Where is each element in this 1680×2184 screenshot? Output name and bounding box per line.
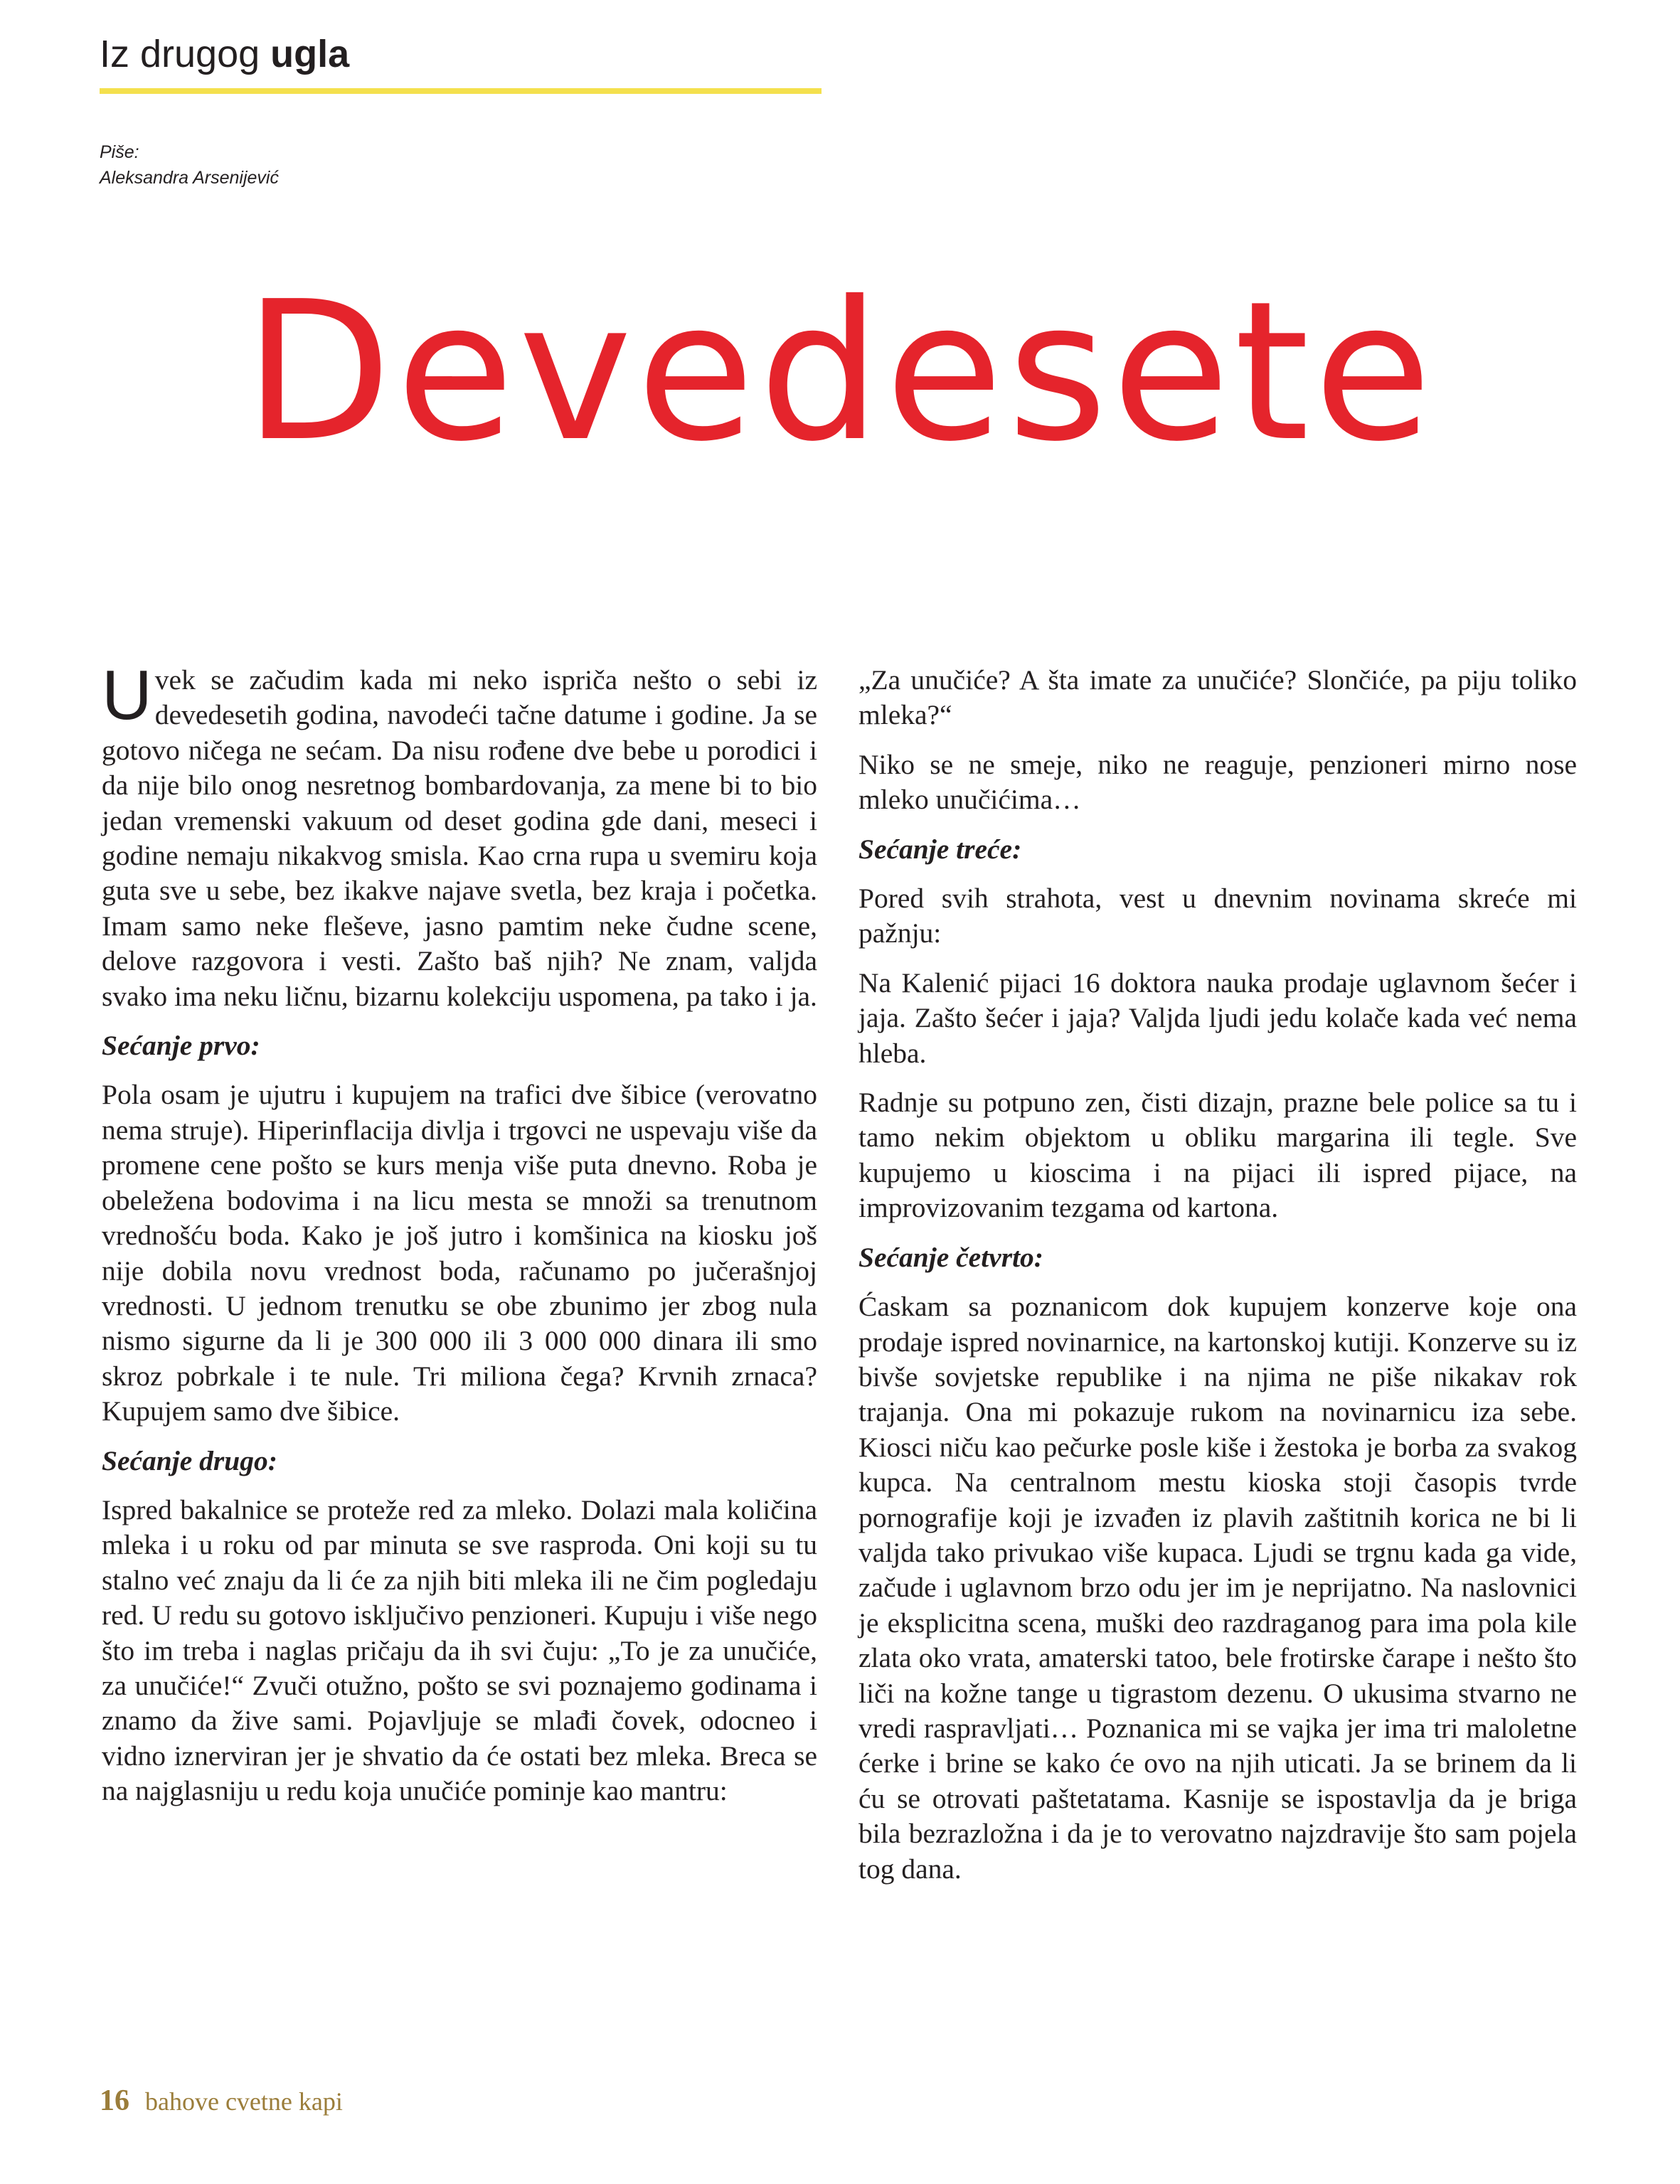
paragraph-radnje: Radnje su potpuno zen, čisti dizajn, prazne bele police sa tu i tamo nekim objektom u obliku margarina ili tegle. Sve kupujemo u kioscima i na pijaci ili ispred pijace, na improvizovanim tezgama od kartona. <box>858 1087 1577 1224</box>
intro-text: vek se začudim kada mi neko ispriča nešto o sebi iz devedesetih godina, navodeći tačne datume i godine. Ja se gotovo ničega ne sećam. Da nisu rođene dve bebe u porodici i da nije bilo onog nesretnog bombardovanja, za mene bi to bio jedan vremenski vakuum od deset godina gde dani, meseci i godine nemaju nikakvog smisla. Kao crna rupa u svemiru koja guta sve u sebe, bez ikakve najave svetla, bez kraja i početka. Imam samo neke fleševe, jasno pamtim neke čudne scene, delove razgovora i vesti. Zašto baš njih? Ne znam, valjda svako ima neku ličnu, bizarnu kolekciju uspomena, pa tako i ja. <box>102 664 817 1012</box>
drop-cap: U <box>102 656 152 734</box>
section-header <box>100 31 822 78</box>
paragraph-quote: „Za unučiće? A šta imate za unučiće? Slončiće, pa piju toliko mleka?“ <box>858 664 1577 731</box>
byline-author: Aleksandra Arsenijević <box>100 168 279 188</box>
left-column <box>102 656 817 1823</box>
section-header-bold: ugla <box>270 33 350 75</box>
publication-name: bahove cvetne kapi <box>145 2087 343 2116</box>
paragraph-vest: Pored svih strahota, vest u dnevnim novinama skreće mi pažnju: <box>858 883 1577 949</box>
paragraph-secanje-prvo: Pola osam je ujutru i kupujem na trafici dve šibice (verovatno nema struje). Hiperinflacija divlja i trgovci ne uspevaju više da promene cene pošto se kurs menja više puta dnevno. Roba je obeležena bodovima i na licu mesta se množi sa trenutnom vrednošću boda. Kako je još jutro i komšinica na kiosku još nije dobila novu vrednost boda, računamo po jučerašnjoj vrednosti. U jednom trenutku se obe zbunimo jer zbog nula nismo sigurne da li je 300 000 ili 3 000 000 dinara ili smo skroz pobrkale i te nule. Tri miliona čega? Krvnih zrnaca? Kupujem samo dve šibice. <box>102 1079 817 1427</box>
byline <box>100 139 279 191</box>
heading-secanje-drugo: Sećanje drugo: <box>102 1444 277 1476</box>
heading-secanje-trece: Sećanje treće: <box>858 833 1022 865</box>
paragraph-secanje-drugo: Ispred bakalnice se proteže red za mleko. Dolazi mala količina mleka i u roku od par minuta se sve rasproda. Oni koji su tu stalno već znaju da li će za njih biti mleka ili ne čim pogledaju red. U redu su gotovo isključivo penzioneri. Kupuju i više nego što im treba i naglas pričaju da ih svi čuju: „To je za unučiće, za unučiće!“ Zvuči otužno, pošto se svi poznajemo godinama i znamo da žive sami. Pojavljuje se mlađi čovek, odocneo i vidno iznerviran jer je shvatio da će ostati bez mleka. Breca se na najglasniju u redu koja unučiće pominje kao mantru: <box>102 1493 817 1807</box>
article-headline: Devedesete <box>243 260 1437 484</box>
page-footer <box>100 2084 343 2118</box>
paragraph-penzioneri: Niko se ne smeje, niko ne reaguje, penzioneri mirno nose mleko unučićima… <box>858 748 1577 816</box>
paragraph-secanje-cetvrto: Ćaskam sa poznanicom dok kupujem konzerve koje ona prodaje ispred novinarnice, na kartonskoj kutiji. Konzerve su iz bivše sovjetske republike i na njima ne piše nikakav rok trajanja. Ona mi pokazuje rukom na novinarnicu iza sebe. Kiosci niču kao pečurke posle kiše i žestoka je borba za svakog kupca. Na centralnom mestu kioska stoji časopis tvrde pornografije koji je izvađen iz plavih zaštitnih korica ne bi li valjda tako privukao više kupaca. Ljudi se trgnu kada ga vide, začude i uglavnom brzo odu jer im je neprijatno. Na naslovnici je eksplicitna scena, muški deo razdraganog para ima pola kile zlata oko vrata, amaterski tatoo, bele frotirske čarape i nešto što liči na kožne tange u tigrastom dezenu. O ukusima stvarno ne vredi raspravljati… Poznanica mi se vajka jer ima tri maloletne ćerke i brine se kako će ovo na njih uticati. Ja se brinem da li ću se otrovati paštetatama. Kasnije se ispostavlja da je briga bila bezrazložna i da je to verovatno najzdravije što sam pojela tog dana. <box>858 1291 1577 1885</box>
heading-secanje-cetvrto: Sećanje četvrto: <box>858 1241 1043 1273</box>
header-rule <box>100 88 822 94</box>
section-header-regular: Iz drugog <box>100 33 271 75</box>
right-column <box>858 663 1577 1901</box>
byline-label: Piše: <box>100 142 139 162</box>
page-number: 16 <box>100 2084 129 2117</box>
paragraph-kalenic: Na Kalenić pijaci 16 doktora nauka prodaje uglavnom šećer i jaja. Zašto šećer i jaja? Valjda ljudi jedu kolače kada već nema hleba. <box>858 966 1577 1069</box>
intro-paragraph <box>102 656 817 1014</box>
heading-secanje-prvo: Sećanje prvo: <box>102 1030 260 1062</box>
